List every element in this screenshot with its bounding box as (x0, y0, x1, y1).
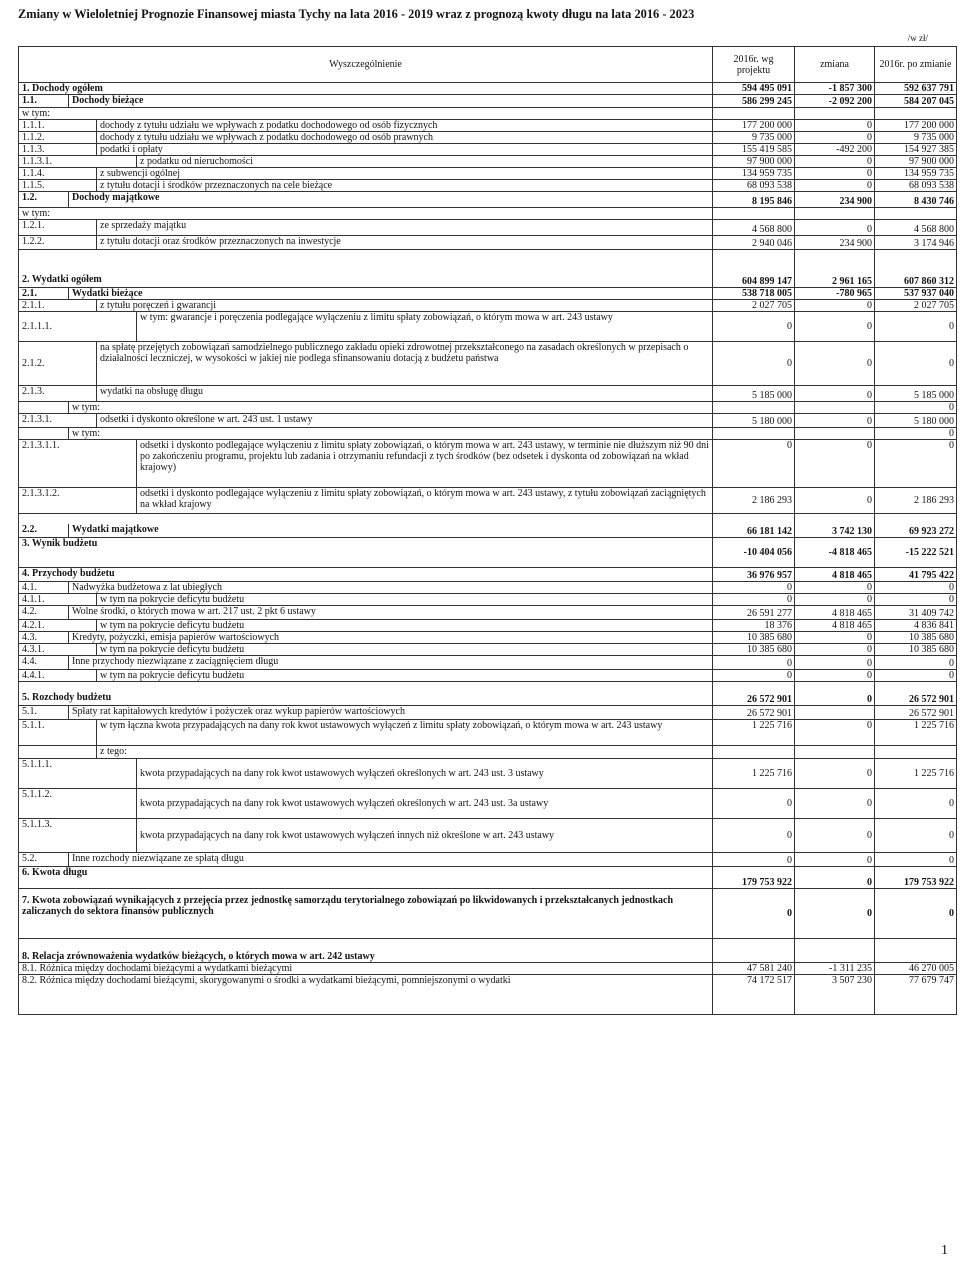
row-label: kwota przypadających na dany rok kwot ustawowych wyłączeń określonych w art. 243 ust. 3a ustawy (137, 789, 713, 819)
value-after: 4 836 841 (875, 620, 957, 632)
value-project: 0 (713, 819, 795, 853)
table-row (19, 488, 957, 514)
value-project: 134 959 735 (713, 168, 795, 180)
value-after: 607 860 312 (875, 274, 957, 288)
value-after: 0 (875, 889, 957, 939)
header-desc: Wyszczególnienie (19, 47, 713, 83)
wpf-table (18, 46, 957, 1015)
value-after: 0 (875, 582, 957, 594)
value-after: 584 207 045 (875, 95, 957, 108)
row-label: 8.2. Różnica między dochodami bieżącymi, skorygowanymi o środki a wydatkami bieżącymi, pomniejszonymi o wydatki (19, 975, 713, 1015)
value-change: 0 (795, 300, 875, 312)
value-after: 0 (875, 402, 957, 414)
row-label: 2. Wydatki ogółem (19, 274, 713, 288)
table-row (19, 132, 957, 144)
row-number: 2.1. (19, 288, 69, 300)
value-project: 0 (713, 889, 795, 939)
table-row (19, 312, 957, 342)
value-project: 68 093 538 (713, 180, 795, 192)
value-project: 9 735 000 (713, 132, 795, 144)
row-number: 1.1.3. (19, 144, 97, 156)
row-number: 5.1.1.1. (19, 759, 137, 789)
row-number: 2.1.1.1. (19, 312, 137, 342)
value-after: 2 027 705 (875, 300, 957, 312)
table-row (19, 440, 957, 488)
row-label: odsetki i dyskonto podlegające wyłączeniu z limitu spłaty zobowiązań, o którym mowa w art. 243 ustawy, w terminie nie dłuższym niż 90 dni po zakończeniu programu, projektu lub zadania i otrzymaniu refundacji z tych środków (bez odsetek i dyskonta od zobowiązań na wkład krajowy) (137, 440, 713, 488)
table-row (19, 853, 957, 867)
value-project: 74 172 517 (713, 975, 795, 1015)
table-row (19, 180, 957, 192)
table-row (19, 108, 957, 120)
value-change: 3 507 230 (795, 975, 875, 1015)
value-after: 177 200 000 (875, 120, 957, 132)
table-row (19, 789, 957, 819)
row-number: 4.4. (19, 656, 69, 670)
table-row (19, 120, 957, 132)
row-label: w tym: (69, 402, 713, 414)
table-row (19, 192, 957, 208)
table-row (19, 867, 957, 889)
table-row (19, 168, 957, 180)
table-row (19, 538, 957, 568)
value-project: 2 027 705 (713, 300, 795, 312)
value-after: 10 385 680 (875, 632, 957, 644)
value-project: 18 376 (713, 620, 795, 632)
value-change: 0 (795, 386, 875, 402)
row-number: 1.1.4. (19, 168, 97, 180)
row-number: 4.3.1. (19, 644, 97, 656)
value-project: 0 (713, 656, 795, 670)
value-after: 77 679 747 (875, 975, 957, 1015)
value-project: 66 181 142 (713, 524, 795, 538)
row-label: z subwencji ogólnej (97, 168, 713, 180)
value-after: 0 (875, 819, 957, 853)
row-label: Dochody bieżące (69, 95, 713, 108)
value-change: 4 818 465 (795, 606, 875, 620)
row-label: Spłaty rat kapitałowych kredytów i pożyczek oraz wykup papierów wartościowych (69, 706, 713, 720)
value-after: 154 927 385 (875, 144, 957, 156)
table-row (19, 428, 957, 440)
value-project: 586 299 245 (713, 95, 795, 108)
table-row (19, 414, 957, 428)
row-number: 5.1.1.2. (19, 789, 137, 819)
row-label: 3. Wynik budżetu (19, 538, 713, 568)
row-label: Inne rozchody niezwiązane ze spłatą długu (69, 853, 713, 867)
row-number: 4.1. (19, 582, 69, 594)
row-number: 1.1.5. (19, 180, 97, 192)
table-row (19, 632, 957, 644)
value-project: 0 (713, 342, 795, 386)
value-project: 2 940 046 (713, 236, 795, 250)
row-label: w tym na pokrycie deficytu budżetu (97, 620, 713, 632)
page-number: 1 (941, 1243, 948, 1258)
row-label: Dochody majątkowe (69, 192, 713, 208)
value-after: 0 (875, 342, 957, 386)
value-after: 0 (875, 428, 957, 440)
value-after: 179 753 922 (875, 867, 957, 889)
value-after: 537 937 040 (875, 288, 957, 300)
table-row (19, 83, 957, 95)
row-label: odsetki i dyskonto określone w art. 243 ust. 1 ustawy (97, 414, 713, 428)
row-number: 4.4.1. (19, 670, 97, 682)
table-row (19, 582, 957, 594)
value-project: 5 185 000 (713, 386, 795, 402)
value-change: 2 961 165 (795, 274, 875, 288)
row-label: Wydatki bieżące (69, 288, 713, 300)
value-change: 234 900 (795, 236, 875, 250)
row-label: 8. Relacja zrównoważenia wydatków bieżących, o których mowa w art. 242 ustawy (19, 939, 713, 963)
table-row (19, 288, 957, 300)
table-row (19, 208, 957, 220)
value-project: 0 (713, 853, 795, 867)
value-after: 3 174 946 (875, 236, 957, 250)
table-row (19, 95, 957, 108)
value-after: 0 (875, 312, 957, 342)
value-change: 0 (795, 582, 875, 594)
row-number: 4.1.1. (19, 594, 97, 606)
row-number: 2.1.3. (19, 386, 97, 402)
value-project: 0 (713, 582, 795, 594)
row-label: odsetki i dyskonto podlegające wyłączeniu z limitu spłaty zobowiązań, o którym mowa w art. 243 ustawy, z tytułu zobowiązań zaciągniętych na wkład krajowy (137, 488, 713, 514)
row-label: 4. Przychody budżetu (19, 568, 713, 582)
value-change: -492 200 (795, 144, 875, 156)
table-row (19, 568, 957, 582)
value-change: 0 (795, 644, 875, 656)
table-row (19, 656, 957, 670)
value-project: 604 899 147 (713, 274, 795, 288)
row-label: z tego: (97, 746, 713, 759)
value-after: -15 222 521 (875, 538, 957, 568)
row-label: w tym na pokrycie deficytu budżetu (97, 670, 713, 682)
value-project: -10 404 056 (713, 538, 795, 568)
table-row (19, 386, 957, 402)
value-after: 68 093 538 (875, 180, 957, 192)
value-change: 0 (795, 632, 875, 644)
row-number: 1.2.1. (19, 220, 97, 236)
row-label: w tym: (19, 208, 713, 220)
row-number: 5.1. (19, 706, 69, 720)
header-project: 2016r. wg projektu (713, 47, 795, 83)
document-title: Zmiany w Wieloletniej Prognozie Finansowej miasta Tychy na lata 2016 - 2019 wraz z prognozą kwoty długu na lata 2016 - 2023 (18, 7, 695, 21)
value-change: 0 (795, 819, 875, 853)
row-label: dochody z tytułu udziału we wpływach z podatku dochodowego od osób prawnych (97, 132, 713, 144)
value-project: 0 (713, 594, 795, 606)
row-label: Kredyty, pożyczki, emisja papierów wartościowych (69, 632, 713, 644)
table-row (19, 402, 957, 414)
table-row (19, 300, 957, 312)
table-row (19, 620, 957, 632)
row-label: dochody z tytułu udziału we wpływach z podatku dochodowego od osób fizycznych (97, 120, 713, 132)
value-after: 31 409 742 (875, 606, 957, 620)
value-change: 0 (795, 692, 875, 706)
unit-note: /w zł/ (907, 33, 928, 43)
value-after: 0 (875, 594, 957, 606)
row-label: 8.1. Różnica między dochodami bieżącymi a wydatkami bieżącymi (19, 963, 713, 975)
value-change: -2 092 200 (795, 95, 875, 108)
table-row (19, 524, 957, 538)
row-number: 2.1.2. (19, 342, 97, 386)
value-change: 0 (795, 132, 875, 144)
row-number: 5.2. (19, 853, 69, 867)
table-row (19, 670, 957, 682)
value-project: 8 195 846 (713, 192, 795, 208)
value-after: 69 923 272 (875, 524, 957, 538)
table-row (19, 706, 957, 720)
value-change: 0 (795, 120, 875, 132)
row-number: 1.2.2. (19, 236, 97, 250)
value-change: 234 900 (795, 192, 875, 208)
table-row (19, 594, 957, 606)
value-project: 10 385 680 (713, 644, 795, 656)
value-after: 0 (875, 853, 957, 867)
row-number: 1.2. (19, 192, 69, 208)
value-change: -1 311 235 (795, 963, 875, 975)
row-number: 1.1.3.1. (19, 156, 137, 168)
value-after: 8 430 746 (875, 192, 957, 208)
value-change: 0 (795, 180, 875, 192)
value-project: 0 (713, 789, 795, 819)
value-after: 9 735 000 (875, 132, 957, 144)
value-change: 0 (795, 889, 875, 939)
value-after: 5 185 000 (875, 386, 957, 402)
row-label: w tym: gwarancje i poręczenia podlegające wyłączeniu z limitu spłaty zobowiązań, o którym mowa w art. 243 ustawy (137, 312, 713, 342)
row-number: 5.1.1. (19, 720, 97, 746)
table-row (19, 144, 957, 156)
row-label: z tytułu poręczeń i gwarancji (97, 300, 713, 312)
value-after: 134 959 735 (875, 168, 957, 180)
row-label: wydatki na obsługę długu (97, 386, 713, 402)
row-number: 1.1. (19, 95, 69, 108)
value-change: 0 (795, 670, 875, 682)
value-change: 0 (795, 440, 875, 488)
row-label: w tym: (69, 428, 713, 440)
row-label: z tytułu dotacji i środków przeznaczonych na cele bieżące (97, 180, 713, 192)
table-row (19, 759, 957, 789)
value-after: 0 (875, 789, 957, 819)
value-after: 1 225 716 (875, 720, 957, 746)
row-label: ze sprzedaży majątku (97, 220, 713, 236)
table-row (19, 236, 957, 250)
value-project: 179 753 922 (713, 867, 795, 889)
row-number: 1.1.2. (19, 132, 97, 144)
value-project: 594 495 091 (713, 83, 795, 95)
value-change: 4 818 465 (795, 568, 875, 582)
table-row (19, 939, 957, 963)
value-change: 0 (795, 594, 875, 606)
value-change: 0 (795, 168, 875, 180)
table-row (19, 819, 957, 853)
value-after: 41 795 422 (875, 568, 957, 582)
value-change: 3 742 130 (795, 524, 875, 538)
value-project: 26 572 901 (713, 706, 795, 720)
row-label: w tym: (19, 108, 713, 120)
value-after: 46 270 005 (875, 963, 957, 975)
value-change: 0 (795, 759, 875, 789)
value-project: 155 419 585 (713, 144, 795, 156)
value-after: 0 (875, 440, 957, 488)
value-change: -4 818 465 (795, 538, 875, 568)
row-label: kwota przypadających na dany rok kwot ustawowych wyłączeń innych niż określone w art. 243 ustawy (137, 819, 713, 853)
table-row (19, 156, 957, 168)
value-project: 0 (713, 440, 795, 488)
value-change: 0 (795, 720, 875, 746)
value-after: 10 385 680 (875, 644, 957, 656)
row-number: 4.2.1. (19, 620, 97, 632)
value-project: 10 385 680 (713, 632, 795, 644)
row-label: 5. Rozchody budżetu (19, 692, 713, 706)
value-change: 0 (795, 414, 875, 428)
value-change: 0 (795, 488, 875, 514)
table-row (19, 975, 957, 1015)
table-header (19, 47, 957, 83)
value-project: 1 225 716 (713, 759, 795, 789)
row-number: 2.1.1. (19, 300, 97, 312)
value-change: 0 (795, 156, 875, 168)
value-change: 0 (795, 342, 875, 386)
row-label: na spłatę przejętych zobowiązań samodzielnego publicznego zakładu opieki zdrowotnej przekształconego na zasadach określonych w przepisach o działalności leczniczej, w wysokości w jakiej nie podlega sfinansowaniu dotacją z budżetu państwa (97, 342, 713, 386)
row-label: z podatku od nieruchomości (137, 156, 713, 168)
value-project: 0 (713, 670, 795, 682)
row-label: w tym na pokrycie deficytu budżetu (97, 594, 713, 606)
value-project: 26 572 901 (713, 692, 795, 706)
row-label: Inne przychody niezwiązane z zaciągnięciem długu (69, 656, 713, 670)
table-row (19, 644, 957, 656)
value-project: 538 718 005 (713, 288, 795, 300)
table-row (19, 889, 957, 939)
row-label: podatki i opłaty (97, 144, 713, 156)
value-change: 0 (795, 312, 875, 342)
value-change: -1 857 300 (795, 83, 875, 95)
row-label: 6. Kwota długu (19, 867, 713, 889)
row-number: 4.3. (19, 632, 69, 644)
value-change: 0 (795, 220, 875, 236)
value-after: 26 572 901 (875, 692, 957, 706)
value-change: 0 (795, 853, 875, 867)
value-after: 4 568 800 (875, 220, 957, 236)
table-row (19, 342, 957, 386)
value-project: 47 581 240 (713, 963, 795, 975)
row-number: 2.1.3.1.2. (19, 488, 137, 514)
row-number: 2.2. (19, 524, 69, 538)
row-label: kwota przypadających na dany rok kwot ustawowych wyłączeń określonych w art. 243 ust. 3 ustawy (137, 759, 713, 789)
value-after: 0 (875, 656, 957, 670)
value-project: 36 976 957 (713, 568, 795, 582)
row-label: Nadwyżka budżetowa z lat ubiegłych (69, 582, 713, 594)
value-after: 592 637 791 (875, 83, 957, 95)
value-project: 4 568 800 (713, 220, 795, 236)
header-change: zmiana (795, 47, 875, 83)
value-project: 2 186 293 (713, 488, 795, 514)
value-project: 0 (713, 312, 795, 342)
value-project: 26 591 277 (713, 606, 795, 620)
row-number: 5.1.1.3. (19, 819, 137, 853)
row-label: w tym łączna kwota przypadających na dany rok kwot ustawowych wyłączeń z limitu spłaty zobowiązań, o którym mowa w art. 243 ustawy (97, 720, 713, 746)
table-row (19, 692, 957, 706)
table-row (19, 720, 957, 746)
row-label: Wydatki majątkowe (69, 524, 713, 538)
row-number: 2.1.3.1.1. (19, 440, 137, 488)
row-number: 2.1.3.1. (19, 414, 97, 428)
header-after: 2016r. po zmianie (875, 47, 957, 83)
value-change: -780 965 (795, 288, 875, 300)
value-change: 0 (795, 656, 875, 670)
value-change (795, 706, 875, 720)
value-change: 0 (795, 789, 875, 819)
table-row (19, 274, 957, 288)
table-row (19, 746, 957, 759)
value-after: 26 572 901 (875, 706, 957, 720)
value-after: 1 225 716 (875, 759, 957, 789)
row-label: 1. Dochody ogółem (19, 83, 713, 95)
value-project: 1 225 716 (713, 720, 795, 746)
table-row (19, 963, 957, 975)
row-number: 1.1.1. (19, 120, 97, 132)
value-after: 5 180 000 (875, 414, 957, 428)
value-change: 4 818 465 (795, 620, 875, 632)
value-project: 177 200 000 (713, 120, 795, 132)
row-label: z tytułu dotacji oraz środków przeznaczonych na inwestycje (97, 236, 713, 250)
value-after: 2 186 293 (875, 488, 957, 514)
row-label: Wolne środki, o których mowa w art. 217 ust. 2 pkt 6 ustawy (69, 606, 713, 620)
value-project: 97 900 000 (713, 156, 795, 168)
row-label: w tym na pokrycie deficytu budżetu (97, 644, 713, 656)
value-after: 0 (875, 670, 957, 682)
table-row (19, 606, 957, 620)
value-change: 0 (795, 867, 875, 889)
row-number: 4.2. (19, 606, 69, 620)
value-project: 5 180 000 (713, 414, 795, 428)
value-after: 97 900 000 (875, 156, 957, 168)
row-label: 7. Kwota zobowiązań wynikających z przejęcia przez jednostkę samorządu terytorialnego zobowiązań po likwidowanych i przekształcanych jednostkach zaliczanych do sektora finansów publicznych (19, 889, 713, 939)
table-row (19, 220, 957, 236)
